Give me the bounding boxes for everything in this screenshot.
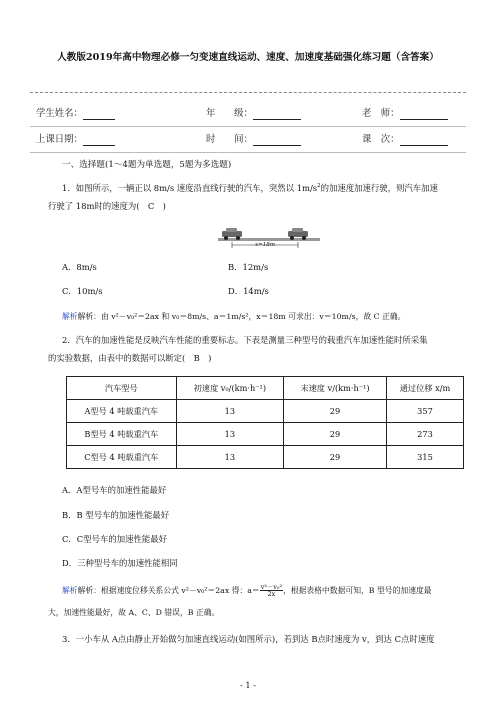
table-header-cell: 初速度 v₀/(km·h⁻¹) (176, 377, 283, 400)
q2-option-b: B．B 型号车的加速性能最好 (62, 510, 170, 520)
data-table (66, 376, 464, 469)
table-header-cell: 汽车型号 (67, 377, 177, 400)
info-divider-1 (30, 126, 466, 127)
q1-analysis (62, 312, 405, 322)
table-cell: C型号 4 吨载重汽车 (67, 446, 177, 469)
table-cell: A型号 4 吨载重汽车 (67, 400, 177, 423)
lesson-count-blank[interactable] (400, 135, 448, 146)
distance-label: x=18m (255, 242, 275, 248)
q3-line1: 3．一小车从 A点由静止开始做匀加速直线运动(如图所示)，若到达 B点时速度为 v，到达 C点时速度 (62, 634, 435, 644)
student-name-label: 学生姓名： (36, 108, 83, 119)
date-label: 上课日期： (36, 134, 83, 145)
date-blank[interactable] (83, 135, 115, 146)
lesson-count-label: 课 次： (362, 134, 400, 145)
table-header-cell: 通过位移 x/m (386, 377, 463, 400)
time-field (206, 134, 301, 146)
teacher-blank[interactable] (400, 109, 448, 120)
time-blank[interactable] (253, 135, 301, 146)
table-cell: 13 (176, 423, 283, 446)
analysis-tag: 解析 (62, 585, 78, 595)
teacher-label: 老 师： (362, 108, 400, 119)
q2-option-c: C．C型号车的加速性能最好 (62, 534, 167, 544)
table-row (67, 400, 464, 423)
lesson-count-field (362, 134, 448, 146)
table-row (67, 423, 464, 446)
table-header-cell: 末速度 v/(km·h⁻¹) (284, 377, 387, 400)
table-cell: 13 (176, 446, 283, 469)
student-name-blank[interactable] (83, 109, 115, 120)
q1-option-c: C．10m/s (62, 286, 103, 296)
table-cell: B型号 4 吨载重汽车 (67, 423, 177, 446)
table-cell: 357 (386, 400, 463, 423)
q2-analysis-text-a: 解析：根据速度位移关系公式 v²－v₀²＝2ax 得：a＝ (77, 585, 260, 595)
q2-analysis-text-b: ，根据表格中数据可知，B 型号的加速度最 (283, 585, 432, 595)
page-title: 人教版2019年高中物理必修一匀变速直线运动、速度、加速度基础强化练习题（含答案） (57, 52, 439, 63)
table-cell: 29 (284, 423, 387, 446)
table-cell: 315 (386, 446, 463, 469)
q1-option-d: D．14m/s (228, 286, 269, 296)
grade-blank[interactable] (253, 109, 301, 120)
q1-option-a: A．8m/s (62, 262, 97, 272)
table-cell: 29 (284, 400, 387, 423)
table-cell: 273 (386, 423, 463, 446)
divider (30, 92, 466, 93)
teacher-field (362, 108, 448, 120)
q1-line2: 行驶了 18m时的速度为( C ) (48, 201, 166, 211)
table-cell: 13 (176, 400, 283, 423)
page-number: - 1 - (240, 680, 256, 690)
analysis-tag: 解析 (62, 312, 78, 321)
q2-line1: 2．汽车的加速性能是反映汽车性能的重要标志。下表是测量三种型号的载重汽车加速性能时所采集 (62, 335, 428, 345)
table-header-row (67, 377, 464, 400)
acceleration-fraction: $\frac{\text{v²－v₀²}}{2x}$ (260, 583, 283, 599)
q1-analysis-text: 解析：由 v²－v₀²＝2ax 和 v₀＝8m/s、a＝1m/s²，x＝18m 可求出：v＝10m/s，故 C 正确。 (77, 312, 406, 321)
time-label: 时 间： (206, 134, 253, 145)
table-row (67, 446, 464, 469)
q2-analysis-line2: 大，加速性能最好，故 A、C、D 错误，B 正确。 (48, 608, 220, 617)
grade-field (206, 108, 301, 120)
q2-analysis (62, 584, 432, 598)
q2-line2: 的实验数据，由表中的数据可以断定( B ) (48, 353, 212, 363)
table-cell: 29 (284, 446, 387, 469)
info-divider-2 (30, 152, 466, 153)
date-field (36, 134, 115, 146)
car-diagram (218, 226, 320, 252)
student-name-field (36, 108, 115, 120)
grade-label: 年 级： (206, 108, 253, 119)
section-heading: 一、选择题(1～4题为单选题，5题为多选题) (62, 160, 232, 170)
q2-option-d: D．三种型号车的加速性能相同 (62, 558, 178, 568)
q1-line1: 1．如图所示，一辆正以 8m/s 速度沿直线行驶的汽车，突然以 $1m/s^2$的加速度加速行驶，则汽车加速 (62, 183, 438, 193)
q1-option-b: B．12m/s (228, 262, 269, 272)
q2-option-a: A．A型号车的加速性能最好 (62, 485, 167, 495)
